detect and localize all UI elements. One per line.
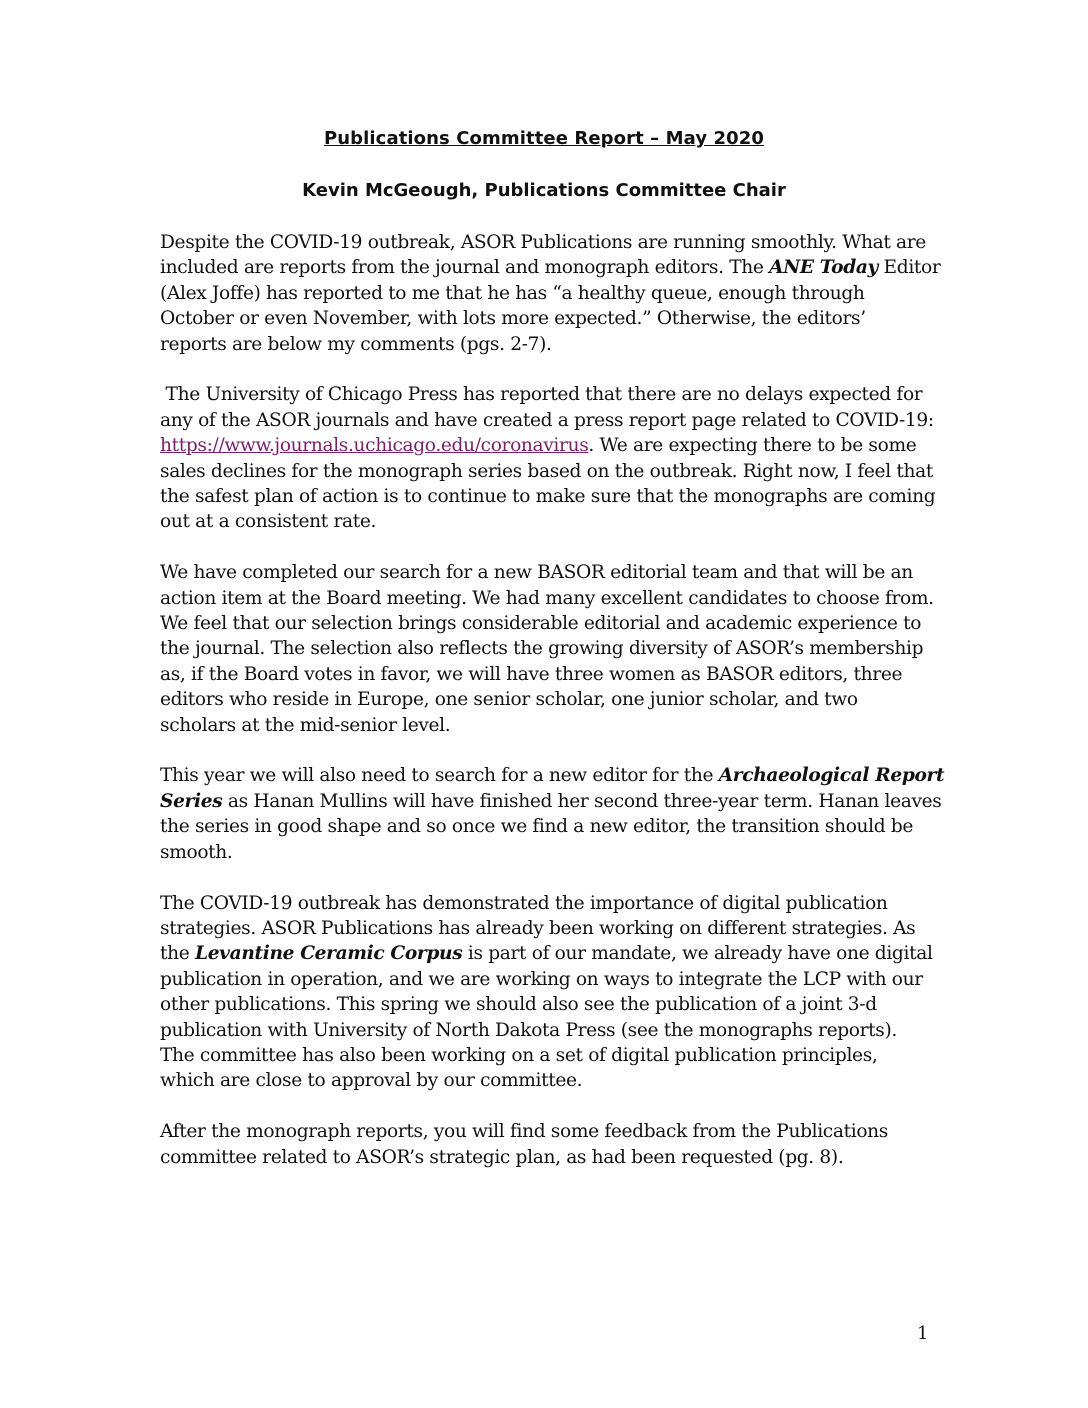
report-title: Publications Committee Report – May 2020 <box>323 128 765 149</box>
report-body <box>160 230 950 1195</box>
coronavirus-link[interactable]: https://www.journals.uchicago.edu/coronavirus <box>160 435 589 457</box>
text-line: Despite the COVID-19 outbreak, ASOR Publications are running smoothly. What are <box>160 232 926 253</box>
text-line: publication in operation, and we are working on ways to integrate the LCP with our <box>160 968 923 990</box>
text-line: strategies. ASOR Publications has already been working on different strategies. As <box>160 917 916 939</box>
text-line: The University of Chicago Press has reported that there are no delays expected for <box>160 384 923 406</box>
text-line <box>160 433 950 458</box>
text-line: We have completed our search for a new BASOR editorial team and that will be an <box>160 562 913 584</box>
emphasis-levantine-ceramic-corpus: Levantine Ceramic Corpus <box>194 943 463 965</box>
paragraph-overview <box>160 230 950 357</box>
text-line: smooth. <box>160 841 233 863</box>
text-span: included are reports from the journal and monograph editors. The <box>160 257 770 279</box>
paragraph-chicago-press <box>160 382 950 534</box>
paragraph-strategic-plan <box>160 1119 950 1170</box>
text-line: committee related to ASOR’s strategic plan, as had been requested (pg. 8). <box>160 1146 844 1168</box>
text-line: as, if the Board votes in favor, we will have three women as BASOR editors, three <box>160 663 903 685</box>
text-line <box>160 763 950 788</box>
text-line: the series in good shape and so once we find a new editor, the transition should be <box>160 816 914 838</box>
page-number: 1 <box>917 1323 929 1344</box>
emphasis-series: Series <box>160 790 223 812</box>
text-line: any of the ASOR journals and have created a press report page related to COVID-19: <box>160 409 934 431</box>
text-line: October or even November, with lots more expected.” Otherwise, the editors’ <box>160 308 866 330</box>
text-line: other publications. This spring we should also see the publication of a joint 3-d <box>160 994 877 1016</box>
text-line: (Alex Joffe) has reported to me that he has “a healthy queue, enough through <box>160 282 865 304</box>
text-line: publication with University of North Dakota Press (see the monographs reports). <box>160 1019 897 1041</box>
text-line: sales declines for the monograph series based on the outbreak. Right now, I feel that <box>160 460 933 482</box>
text-span: This year we will also need to search for a new editor for the <box>160 765 719 787</box>
text-line: scholars at the mid-senior level. <box>160 714 451 736</box>
emphasis-ane-today: ANE Today <box>769 257 878 279</box>
paragraph-digital-publication <box>160 891 950 1094</box>
text-span: the <box>160 943 195 965</box>
text-line <box>160 255 950 280</box>
text-span: is part of our mandate, we already have one digital <box>462 943 933 965</box>
text-line: the journal. The selection also reflects the growing diversity of ASOR’s membership <box>160 638 924 660</box>
text-line: reports are below my comments (pgs. 2-7). <box>160 333 552 355</box>
text-span: Editor <box>878 257 941 279</box>
text-line <box>160 789 950 814</box>
text-line: editors who reside in Europe, one senior scholar, one junior scholar, and two <box>160 689 858 711</box>
text-line: action item at the Board meeting. We had many excellent candidates to choose from. <box>160 587 934 609</box>
emphasis-archaeological-report: Archaeological Report <box>718 765 945 787</box>
text-span: as Hanan Mullins will have finished her second three-year term. Hanan leaves <box>222 790 942 812</box>
text-line: which are close to approval by our committee. <box>160 1070 583 1092</box>
text-line: We feel that our selection brings considerable editorial and academic experience to <box>160 613 922 635</box>
report-subtitle: Kevin McGeough, Publications Committee Chair <box>302 180 786 201</box>
text-line: out at a consistent rate. <box>160 511 377 533</box>
paragraph-basor-team <box>160 560 950 738</box>
paragraph-archaeological-series <box>160 763 950 865</box>
text-line: The COVID-19 outbreak has demonstrated the importance of digital publication <box>160 892 888 914</box>
text-line: The committee has also been working on a set of digital publication principles, <box>160 1044 878 1066</box>
text-line <box>160 941 950 966</box>
text-span: . We are expecting there to be some <box>588 435 917 457</box>
text-line: After the monograph reports, you will find some feedback from the Publications <box>160 1121 888 1143</box>
text-line: the safest plan of action is to continue to make sure that the monographs are coming <box>160 486 936 508</box>
